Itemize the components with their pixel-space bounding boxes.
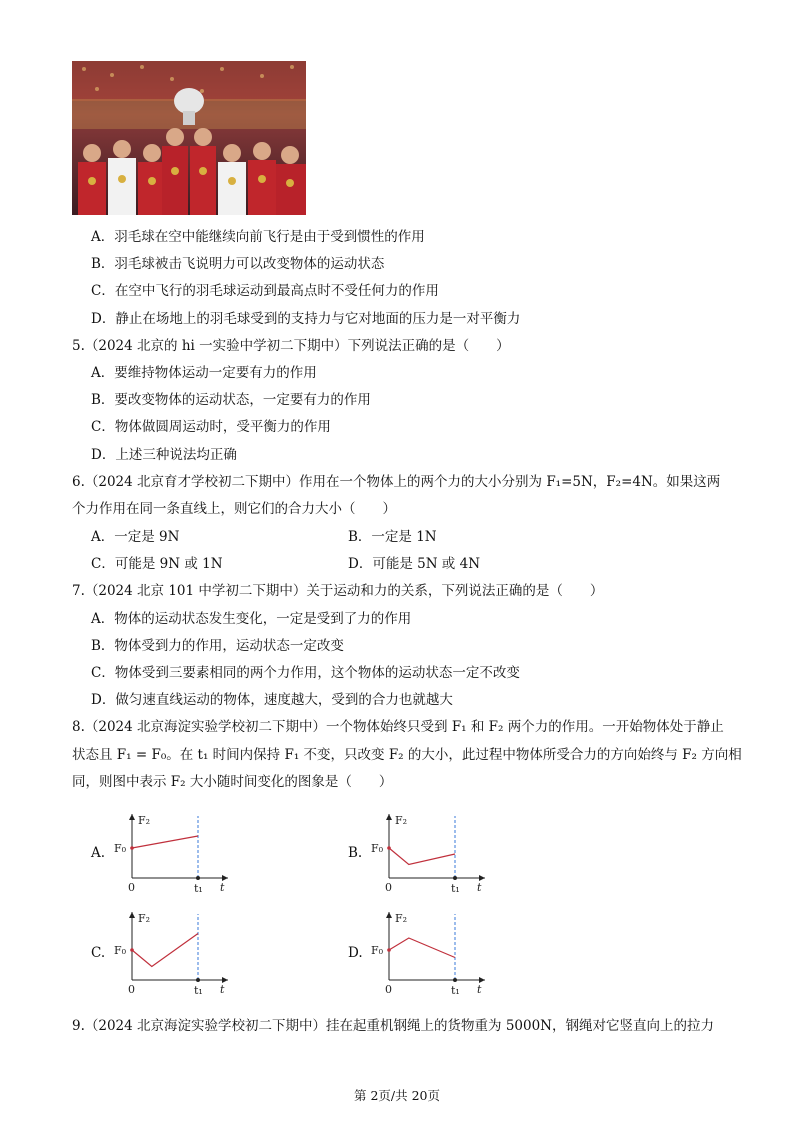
graph-b-y-arrow [386,814,392,820]
q5-option-a: A．要维持物体运动一定要有力的作用 [91,365,317,381]
q4-option-d: D．静止在场地上的羽毛球受到的支持力与它对地面的压力是一对平衡力 [91,311,521,327]
badminton-team-photo [72,61,306,215]
graph-a-f0-label: F₀ [114,842,127,855]
q6-option-d: D．可能是 5N 或 4N [348,556,481,572]
graph-a-f0-point [130,846,134,850]
q8-stem-line2: 状态且 F₁ = F₀。在 t₁ 时间内保持 F₁ 不变，只改变 F₂ 的大小，此过程中物体所受合力的方向始终与 F₂ 方向相 [72,747,742,763]
q9-stem: 9.（2024 北京海淀实验学校初二下期中）挂在起重机钢绳上的货物重为 5000N，钢绳对它竖直向上的拉力 [72,1018,714,1034]
q8-stem-line3: 同，则图中表示 F₂ 大小随时间变化的图象是（ ） [72,774,393,790]
q7-option-a: A．物体的运动状态发生变化，一定是受到了力的作用 [91,611,412,627]
graph-c-y-label: F₂ [138,912,151,925]
graph-c-t1-point [196,978,200,982]
graph-d [367,906,497,998]
graph-a-y-arrow [129,814,135,820]
q4-option-c: C．在空中飞行的羽毛球运动到最高点时不受任何力的作用 [91,283,439,299]
graph-b-origin-label: 0 [385,881,392,894]
graph-d-origin-label: 0 [385,983,392,996]
q6-option-c: C．可能是 9N 或 1N [91,556,223,572]
graph-d-f0-label: F₀ [371,944,384,957]
q5-option-b: B．要改变物体的运动状态，一定要有力的作用 [91,392,371,408]
graph-d-f2-curve [389,938,455,958]
graph-b [367,808,497,896]
graph-a-y-label: F₂ [138,814,151,827]
q6-option-a: A．一定是 9N [91,529,180,545]
graph-label-a: A. [91,845,106,861]
graph-b-y-label: F₂ [395,814,408,827]
graph-d-y-arrow [386,912,392,918]
q6-stem-line1: 6.（2024 北京育才学校初二下期中）作用在一个物体上的两个力的大小分别为 F₁=5N，F₂=4N。如果这两 [72,474,721,490]
graph-c-origin-label: 0 [128,983,135,996]
graph-b-f0-point [387,846,391,850]
q4-option-a: A．羽毛球在空中能继续向前飞行是由于受到惯性的作用 [91,229,425,245]
q7-option-b: B．物体受到力的作用，运动状态一定改变 [91,638,344,654]
graph-c-f0-point [130,948,134,952]
graph-c-x-label: t [220,983,225,996]
graph-b-t1-point [453,876,457,880]
graph-d-f0-point [387,948,391,952]
graph-d-x-label: t [477,983,482,996]
graph-d-t1-point [453,978,457,982]
graph-d-t1-label: t₁ [451,984,460,997]
graph-c-y-arrow [129,912,135,918]
q8-stem-line1: 8.（2024 北京海淀实验学校初二下期中）一个物体始终只受到 F₁ 和 F₂ 两个力的作用。一开始物体处于静止 [72,719,724,735]
graph-b-t1-label: t₁ [451,882,460,895]
q6-option-b: B．一定是 1N [348,529,437,545]
q7-option-c: C．物体受到三要素相同的两个力作用，这个物体的运动状态一定不改变 [91,665,520,681]
graph-c [110,906,240,998]
graph-label-b: B. [348,845,363,861]
q4-option-b: B．羽毛球被击飞说明力可以改变物体的运动状态 [91,256,385,272]
graph-a-t1-point [196,876,200,880]
graph-c-f0-label: F₀ [114,944,127,957]
page-number: 第 2页/共 20页 [353,1088,441,1103]
graph-label-c: C. [91,945,106,961]
q7-stem: 7.（2024 北京 101 中学初二下期中）关于运动和力的关系，下列说法正确的是（ ） [72,583,604,599]
q7-option-d: D．做匀速直线运动的物体，速度越大，受到的合力也就越大 [91,692,453,708]
graph-c-t1-label: t₁ [194,984,203,997]
graph-a-f2-curve [132,836,198,848]
q5-option-c: C．物体做圆周运动时，受平衡力的作用 [91,419,331,435]
graph-b-x-label: t [477,881,482,894]
graph-label-d: D. [348,945,363,961]
q5-option-d: D．上述三种说法均正确 [91,447,237,463]
graph-d-y-label: F₂ [395,912,408,925]
graph-b-f2-curve [389,848,455,865]
graph-c-f2-curve [132,934,198,967]
graph-a [110,808,240,896]
q6-stem-line2: 个力作用在同一条直线上，则它们的合力大小（ ） [72,501,396,517]
q5-stem: 5.（2024 北京的 hi 一实验中学初二下期中）下列说法正确的是（ ） [72,338,510,354]
graph-a-origin-label: 0 [128,881,135,894]
graph-b-f0-label: F₀ [371,842,384,855]
graph-a-t1-label: t₁ [194,882,203,895]
graph-a-x-label: t [220,881,225,894]
